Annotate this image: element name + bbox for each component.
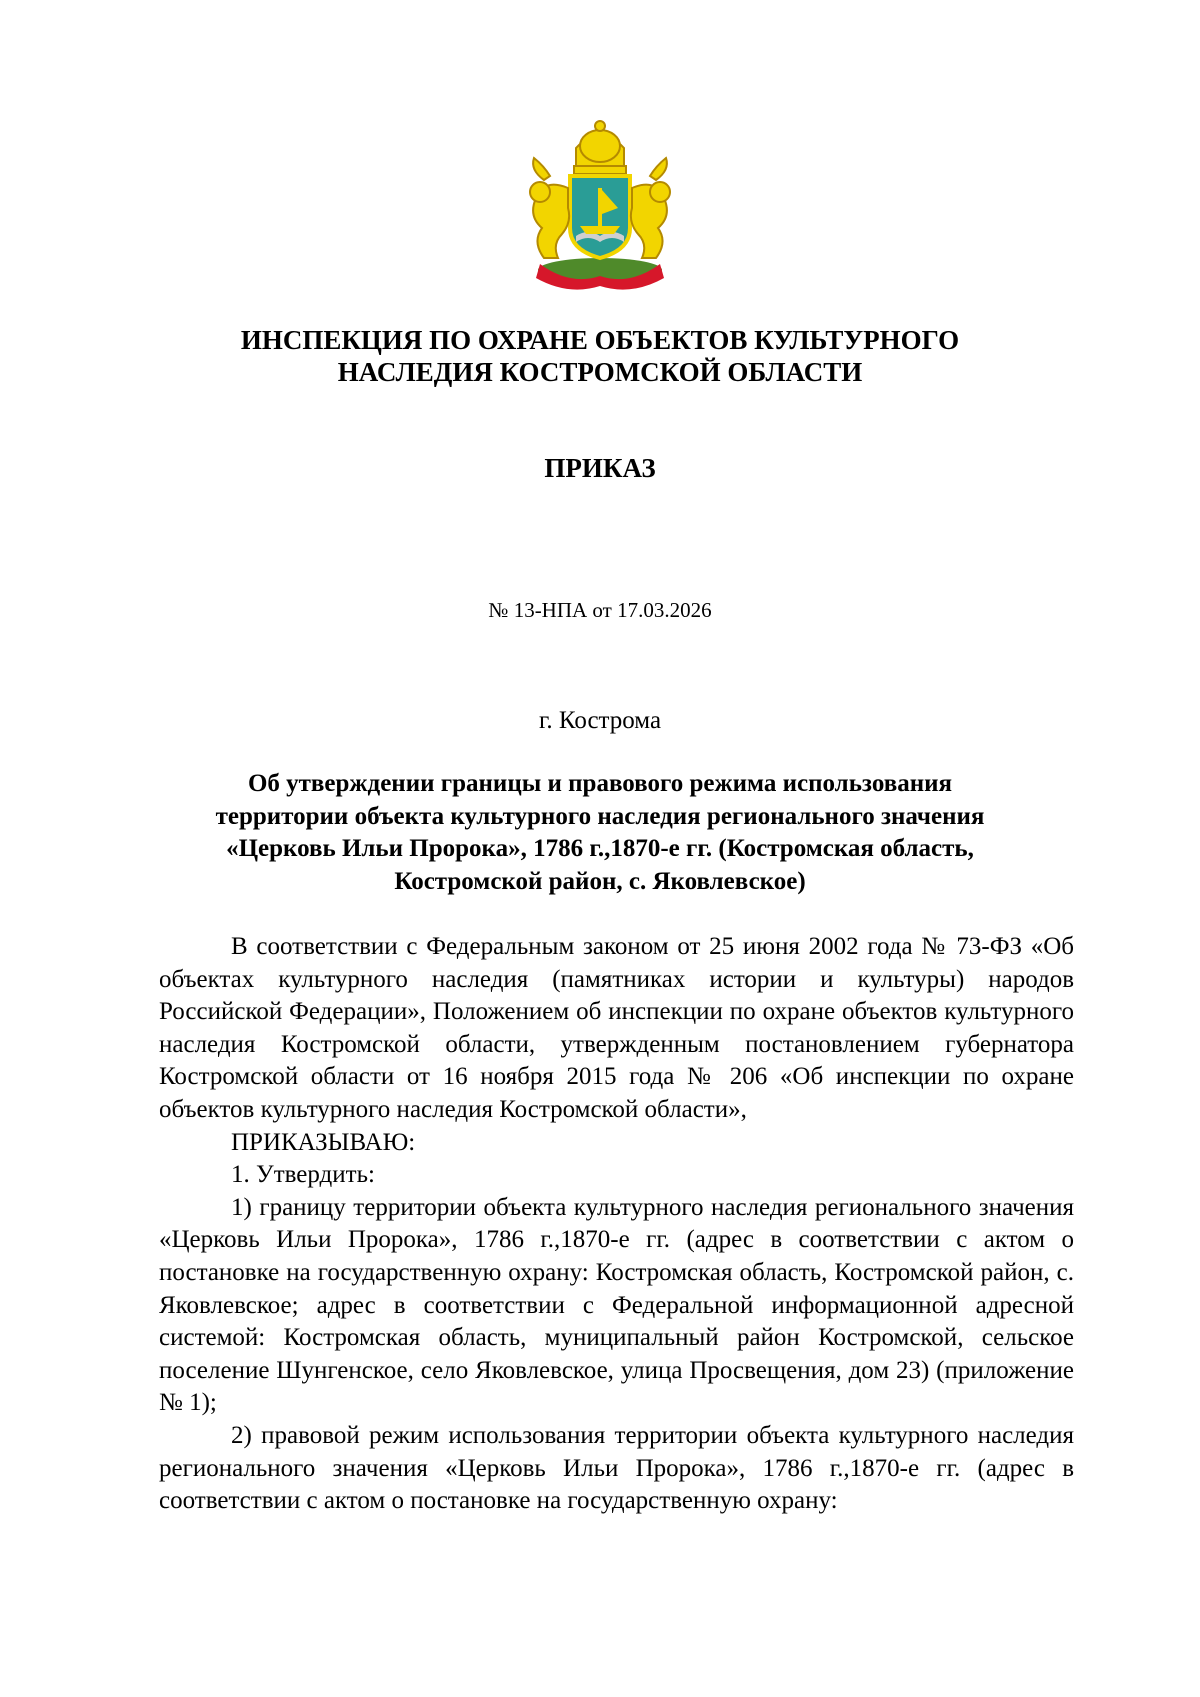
- document-body: [159, 931, 1074, 1518]
- subject-line-4: Костромской район, с. Яковлевское): [394, 867, 806, 895]
- order-word: ПРИКАЗЫВАЮ:: [231, 1128, 416, 1156]
- organization-title-line-2: НАСЛЕДИЯ КОСТРОМСКОЙ ОБЛАСТИ: [337, 357, 863, 387]
- subject-line-3: «Церковь Ильи Пророка», 1786 г.,1870-е гг. (Костромская область,: [226, 835, 974, 862]
- organization-title-line-1: ИНСПЕКЦИЯ ПО ОХРАНЕ ОБЪЕКТОВ КУЛЬТУРНОГО: [240, 325, 960, 355]
- coat-of-arms-icon: [514, 118, 686, 298]
- document-city: г. Кострома: [538, 707, 662, 734]
- item-1: 1. Утвердить:: [231, 1161, 375, 1189]
- organization-title: [0, 324, 1200, 388]
- subject-line-1: Об утверждении границы и правового режима использования: [247, 770, 953, 797]
- document-subject: [150, 768, 1050, 898]
- document-kind: ПРИКАЗ: [544, 453, 656, 483]
- sub-item-1: 1) границу территории объекта культурного наследия регионального значения «Церковь Ильи Пророка», 1786 г.,1870-е гг. (адрес в соответствии с актом о постановке на государственную охрану: Костромская область, Костромской район, с. Яковлевское; адрес в соответствии с Федеральной информационной адресной системой: Костромская область, муниципальный район Костромской, сельское поселение Шунгенское, село Яковлевское, улица Просвещения, дом 23) (приложение № 1);: [159, 1193, 1074, 1417]
- preamble-paragraph: В соответствии с Федеральным законом от 25 июня 2002 года № 73-ФЗ «Об объектах культурного наследия (памятниках истории и культуры) народов Российской Федерации», Положением об инспекции по охране объектов культурного наследия Костромской области, утвержденным постановлением губернатора Костромской области от 16 ноября 2015 года № 206 «Об инспекции по охране объектов культурного наследия Костромской области»,: [159, 933, 1074, 1123]
- subject-line-2: территории объекта культурного наследия регионального значения: [215, 802, 985, 830]
- document-number: № 13-НПА от 17.03.2026: [488, 598, 712, 622]
- sub-item-2: 2) правовой режим использования территории объекта культурного наследия регионального значения «Церковь Ильи Пророка», 1786 г.,1870-е гг. (адрес в соответствии с актом о постановке на государственную охрану:: [159, 1421, 1074, 1515]
